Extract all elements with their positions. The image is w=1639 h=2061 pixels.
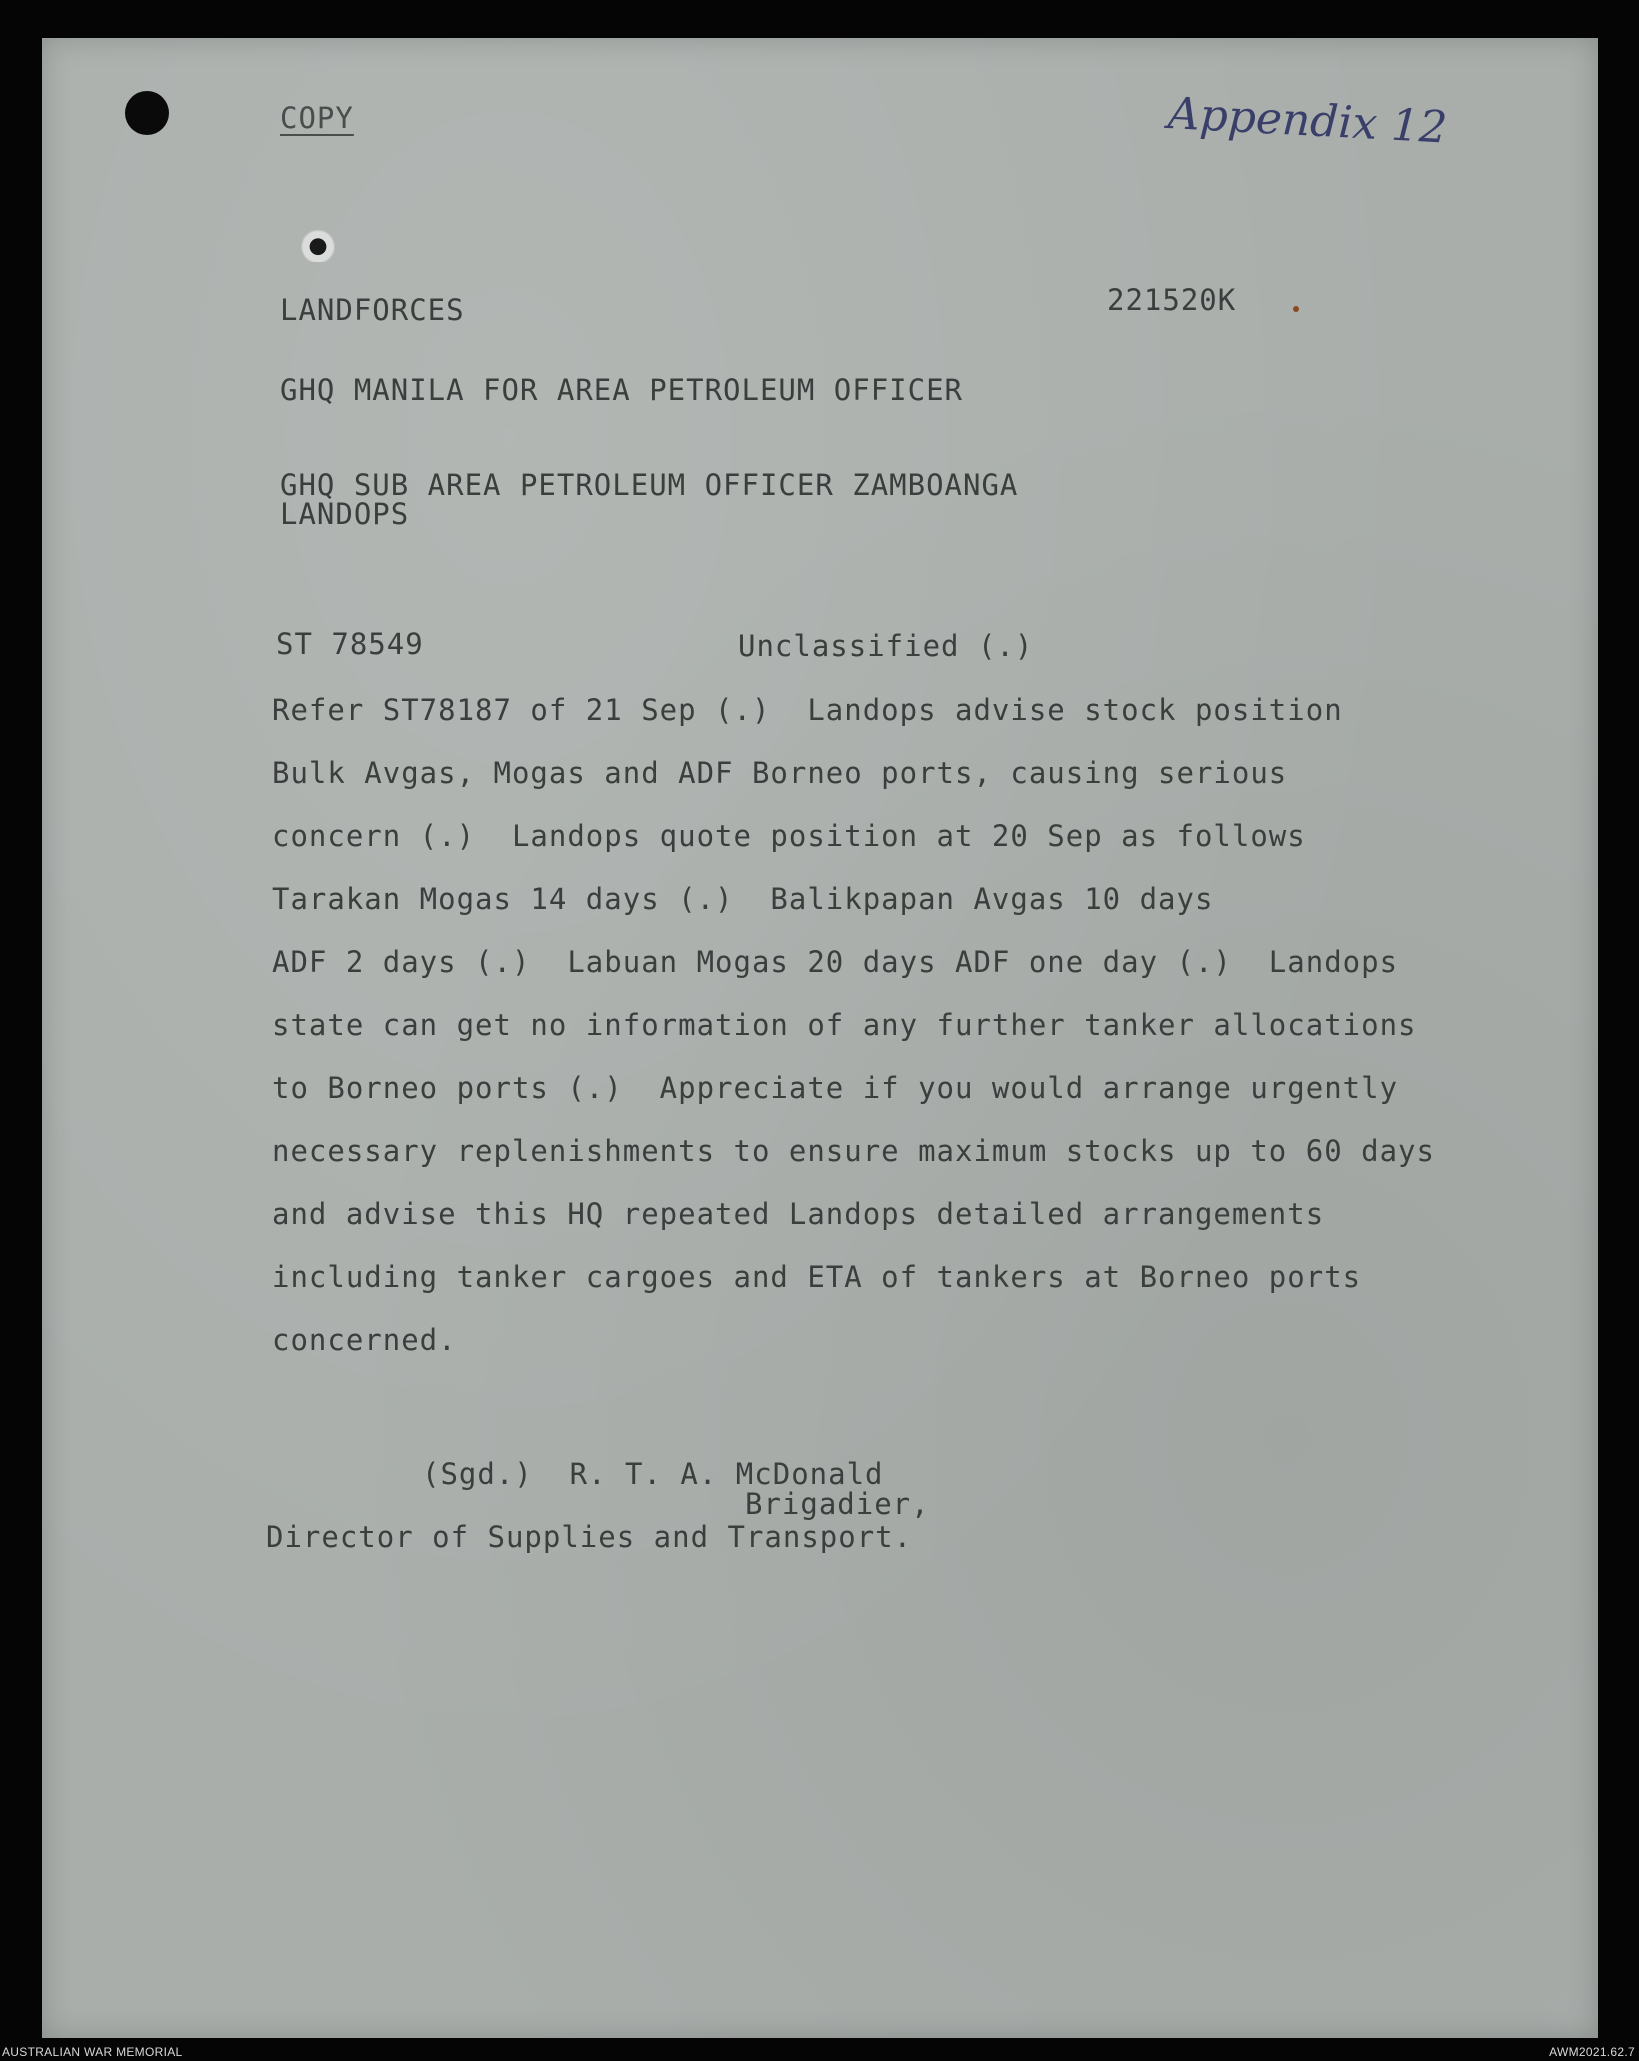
handwritten-appendix-note: Appendix 12 <box>1166 88 1449 154</box>
body-line: Tarakan Mogas 14 days (.) Balikpapan Avgas 10 days <box>272 882 1214 916</box>
body-line: Refer ST78187 of 21 Sep (.) Landops advise stock position <box>272 693 1343 727</box>
footer-accession-number: AWM2021.62.7 <box>1549 2045 1635 2059</box>
addressee: LANDFORCES <box>280 293 465 327</box>
body-line: concerned. <box>272 1323 457 1357</box>
body-line: and advise this HQ repeated Landops detailed arrangements <box>272 1197 1325 1231</box>
signatory-title: Director of Supplies and Transport. <box>266 1520 913 1554</box>
copy-label: COPY <box>280 101 354 135</box>
footer-credit: AUSTRALIAN WAR MEMORIAL <box>2 2045 183 2059</box>
body-line: state can get no information of any further tanker allocations <box>272 1008 1417 1042</box>
message-reference: ST 78549 <box>276 627 424 661</box>
rust-spot <box>1293 306 1299 312</box>
punch-hole <box>125 91 169 135</box>
date-time-group: 221520K <box>1107 283 1237 317</box>
body-line: ADF 2 days (.) Labuan Mogas 20 days ADF one day (.) Landops <box>272 945 1399 979</box>
tear-mark <box>300 228 340 262</box>
info-line-1: GHQ SUB AREA PETROLEUM OFFICER ZAMBOANGA <box>280 468 1019 502</box>
info-line-2: LANDOPS <box>280 497 410 531</box>
body-line: Bulk Avgas, Mogas and ADF Borneo ports, causing serious <box>272 756 1288 790</box>
signature-line: (Sgd.) R. T. A. McDonald <box>422 1457 884 1491</box>
to-line: GHQ MANILA FOR AREA PETROLEUM OFFICER <box>280 373 964 407</box>
body-line: to Borneo ports (.) Appreciate if you would arrange urgently <box>272 1071 1399 1105</box>
signatory-rank: Brigadier, <box>745 1487 930 1521</box>
body-line: necessary replenishments to ensure maximum stocks up to 60 days <box>272 1134 1435 1168</box>
body-line: including tanker cargoes and ETA of tankers at Borneo ports <box>272 1260 1362 1294</box>
classification: Unclassified (.) <box>738 629 1034 663</box>
body-line: concern (.) Landops quote position at 20 Sep as follows <box>272 819 1306 853</box>
